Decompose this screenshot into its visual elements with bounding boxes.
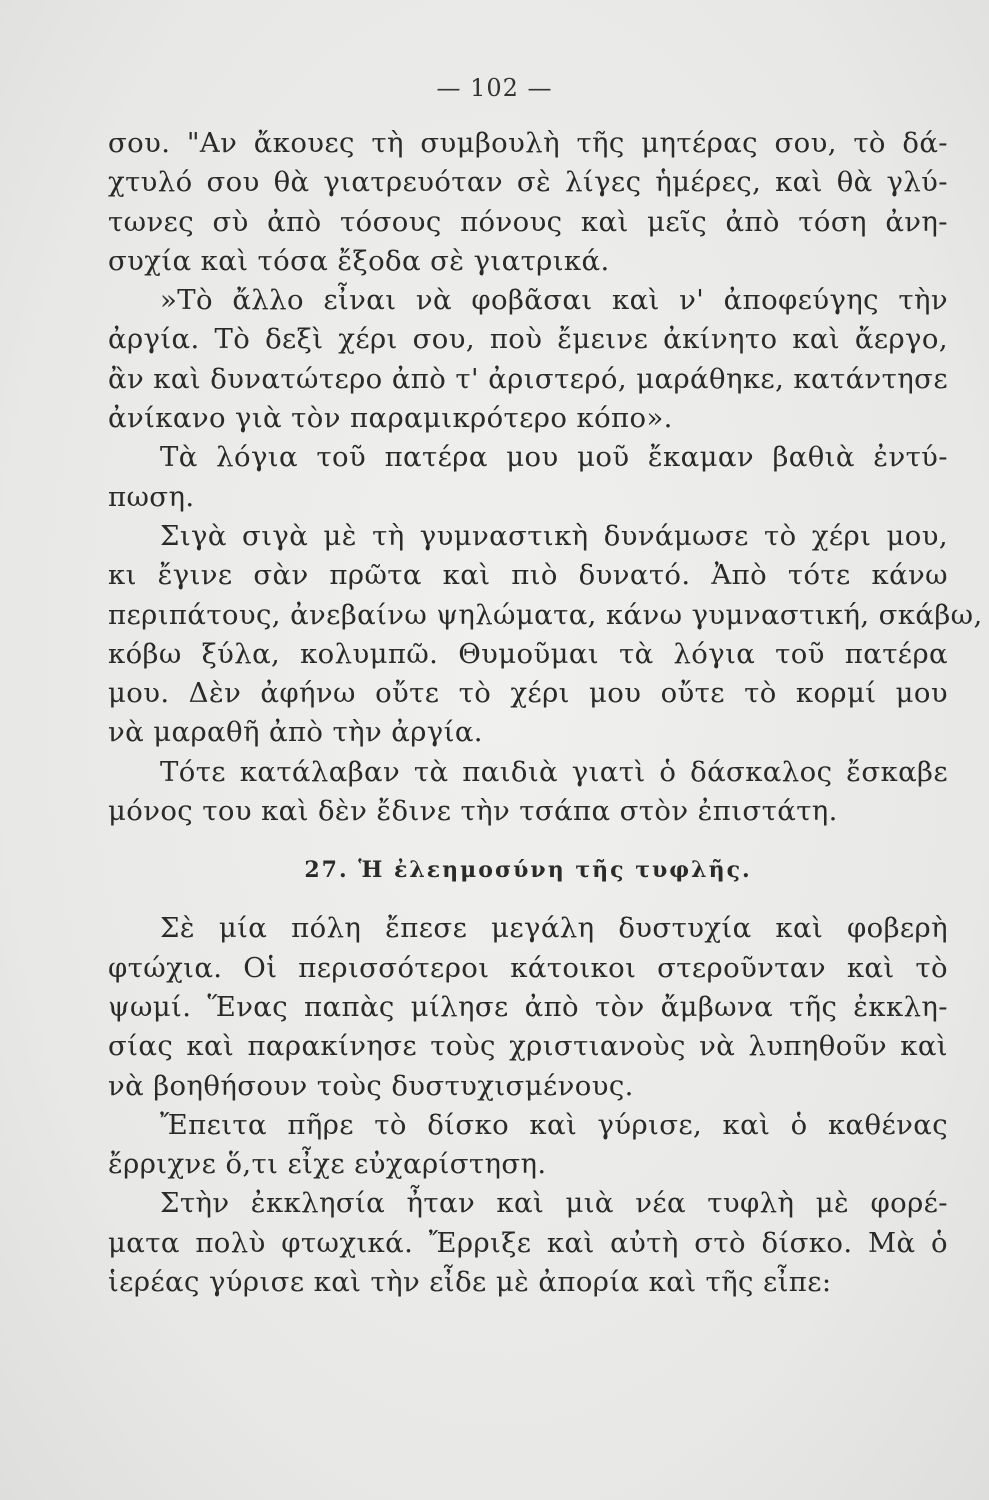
text-line: μου. Δὲν ἀφήνω οὔτε τὸ χέρι μου οὔτε τὸ κορμί μου [108,677,948,710]
chapter-heading: 27. Ἡ ἐλεημοσύνη τῆς τυφλῆς. [304,857,752,884]
new-story-section [108,909,948,1302]
paragraph [108,281,948,438]
text-line: Τὰ λόγια τοῦ πατέρα μου μοῦ ἔκαμαν βαθιὰ ἐντύ- [160,441,948,474]
text-line: νὰ βοηθήσουν τοὺς δυστυχισμένους. [108,1069,634,1102]
text-line: ἀνίκανο γιὰ τὸν παραμικρότερο κόπο». [108,402,673,435]
paragraph [108,1184,948,1302]
text-line: κόβω ξύλα, κολυμπῶ. Θυμοῦμαι τὰ λόγια τοῦ πατέρα [108,637,948,670]
story-end-section [108,124,983,831]
text-line: Στὴν ἐκκλησία ἦταν καὶ μιὰ νέα τυφλὴ μὲ φορέ- [160,1187,948,1220]
text-line: Τότε κατάλαβαν τὰ παιδιὰ γιατὶ ὁ δάσκαλος ἔσκαβε [160,755,948,788]
text-line: συχία καὶ τόσα ἔξοδα σὲ γιατρικά. [108,244,610,277]
text-line: ἂν καὶ δυνατώτερο ἀπὸ τ' ἀριστερό, μαράθηκε, κατάντησε [108,362,948,395]
page-body [108,124,983,1302]
text-line: ἔρριχνε ὅ,τι εἶχε εὐχαρίστηση. [108,1148,547,1181]
text-line: κι ἔγινε σὰν πρῶτα καὶ πιὸ δυνατό. Ἀπὸ τότε κάνω [108,559,948,592]
text-line: σίας καὶ παρακίνησε τοὺς χριστιανοὺς νὰ λυπηθοῦν καὶ [108,1030,948,1063]
text-line: τωνες σὺ ἀπὸ τόσους πόνους καὶ μεῖς ἀπὸ τόση ἀνη- [108,205,948,238]
text-line: χτυλό σου θὰ γιατρευόταν σὲ λίγες ἡμέρες, καὶ θὰ γλύ- [108,166,948,199]
paragraph [108,438,948,517]
text-line: νὰ μαραθῆ ἀπὸ τὴν ἀργία. [108,716,483,749]
text-line: περιπάτους, ἀνεβαίνω ψηλώματα, κάνω γυμναστική, σκάβω, [108,598,983,631]
text-line: μόνος του καὶ δὲν ἔδινε τὴν τσάπα στὸν ἐπιστάτη. [108,795,838,828]
text-line: Ἔπειτα πῆρε τὸ δίσκο καὶ γύρισε, καὶ ὁ καθένας [160,1108,948,1141]
text-line: πωση. [108,480,195,513]
text-line: ἱερέας γύρισε καὶ τὴν εἶδε μὲ ἀπορία καὶ τῆς εἶπε: [108,1266,832,1299]
paragraph [108,517,983,753]
text-line: φτώχια. Οἱ περισσότεροι κάτοικοι στεροῦνταν καὶ τὸ [108,951,948,984]
text-line: »Τὸ ἄλλο εἶναι νὰ φοβᾶσαι καὶ ν' ἀποφεύγης τὴν [160,284,948,317]
paragraph [108,909,948,1105]
paragraph [108,1106,948,1185]
paragraph [108,753,948,832]
text-line: ματα πολὺ φτωχικά. Ἔρριξε καὶ αὐτὴ στὸ δίσκο. Μὰ ὁ [108,1226,948,1259]
text-line: Σιγὰ σιγὰ μὲ τὴ γυμναστικὴ δυνάμωσε τὸ χέρι μου, [160,519,948,552]
text-line: Σὲ μία πόλη ἔπεσε μεγάλη δυστυχία καὶ φοβερὴ [160,912,948,945]
text-line: ἀργία. Τὸ δεξὶ χέρι σου, ποὺ ἔμεινε ἀκίνητο καὶ ἄεργο, [108,323,948,356]
text-line: ψωμί. Ἕνας παπὰς μίλησε ἀπὸ τὸν ἄμβωνα τῆς ἐκκλη- [108,990,948,1023]
paragraph [108,124,948,281]
text-line: σου. "Αν ἄκουες τὴ συμβουλὴ τῆς μητέρας σου, τὸ δά- [108,127,948,159]
page-number: — 102 — [436,74,553,102]
